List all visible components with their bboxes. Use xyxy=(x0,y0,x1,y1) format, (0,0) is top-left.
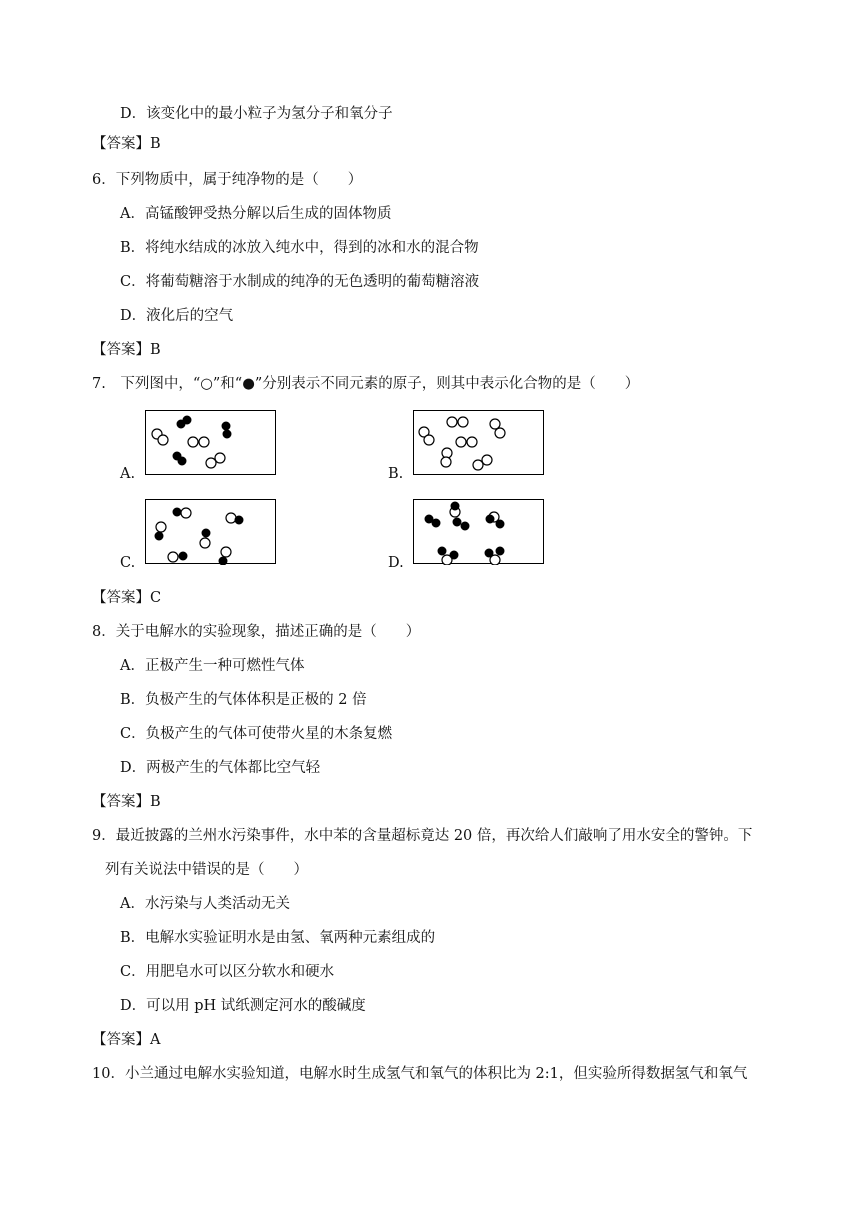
q7-answer: 【答案】C xyxy=(92,590,162,606)
q7-figure-label-a: A. xyxy=(120,466,136,482)
q9-option-a: A．水污染与人类活动无关 xyxy=(120,896,290,912)
q9-stem-line2: 列有关说法中错误的是（ ） xyxy=(105,862,308,878)
q9-option-c: C．用肥皂水可以区分软水和硬水 xyxy=(120,964,335,980)
q5-answer: 【答案】B xyxy=(92,136,161,152)
q7-figure-a xyxy=(145,410,276,475)
q8-answer: 【答案】B xyxy=(92,794,161,810)
q8-stem: 8．关于电解水的实验现象，描述正确的是（ ） xyxy=(92,624,421,640)
q8-option-d: D．两极产生的气体都比空气轻 xyxy=(120,760,321,776)
q7-figure-label-b: B. xyxy=(388,466,404,482)
q7-figure-label-d: D. xyxy=(388,555,404,571)
q7-figure-label-c: C. xyxy=(120,555,136,571)
q6-answer: 【答案】B xyxy=(92,342,161,358)
q7-figure-d xyxy=(413,499,544,564)
q6-option-d: D．液化后的空气 xyxy=(120,308,234,324)
q6-option-a: A．高锰酸钾受热分解以后生成的固体物质 xyxy=(120,206,392,222)
q9-option-b: B．电解水实验证明水是由氢、氧两种元素组成的 xyxy=(120,930,436,946)
q8-option-a: A．正极产生一种可燃性气体 xyxy=(120,658,305,674)
q9-answer: 【答案】A xyxy=(92,1032,161,1048)
q7-figure-b xyxy=(413,410,544,475)
q9-option-d: D．可以用 pH 试纸测定河水的酸碱度 xyxy=(120,998,366,1014)
q7-stem: 7. 下列图中，“○”和“●”分别表示不同元素的原子，则其中表示化合物的是（ ） xyxy=(92,376,640,392)
q6-stem: 6．下列物质中，属于纯净物的是（ ） xyxy=(92,172,363,188)
q8-option-c: C．负极产生的气体可使带火星的木条复燃 xyxy=(120,726,393,742)
q6-option-b: B．将纯水结成的冰放入纯水中，得到的冰和水的混合物 xyxy=(120,240,479,256)
q9-stem-line1: 9．最近披露的兰州水污染事件，水中苯的含量超标竟达 20 倍，再次给人们敲响了用水安全的警钟。下 xyxy=(92,828,753,844)
q5-option-d: D．该变化中的最小粒子为氢分子和氧分子 xyxy=(120,106,393,122)
q6-option-c: C．将葡萄糖溶于水制成的纯净的无色透明的葡萄糖溶液 xyxy=(120,274,480,290)
q8-option-b: B．负极产生的气体体积是正极的 2 倍 xyxy=(120,692,367,708)
q10-stem-line1: 10．小兰通过电解水实验知道，电解水时生成氢气和氧气的体积比为 2:1，但实验所得数据氢气和氧气 xyxy=(92,1066,748,1082)
q7-figure-c xyxy=(145,499,276,564)
